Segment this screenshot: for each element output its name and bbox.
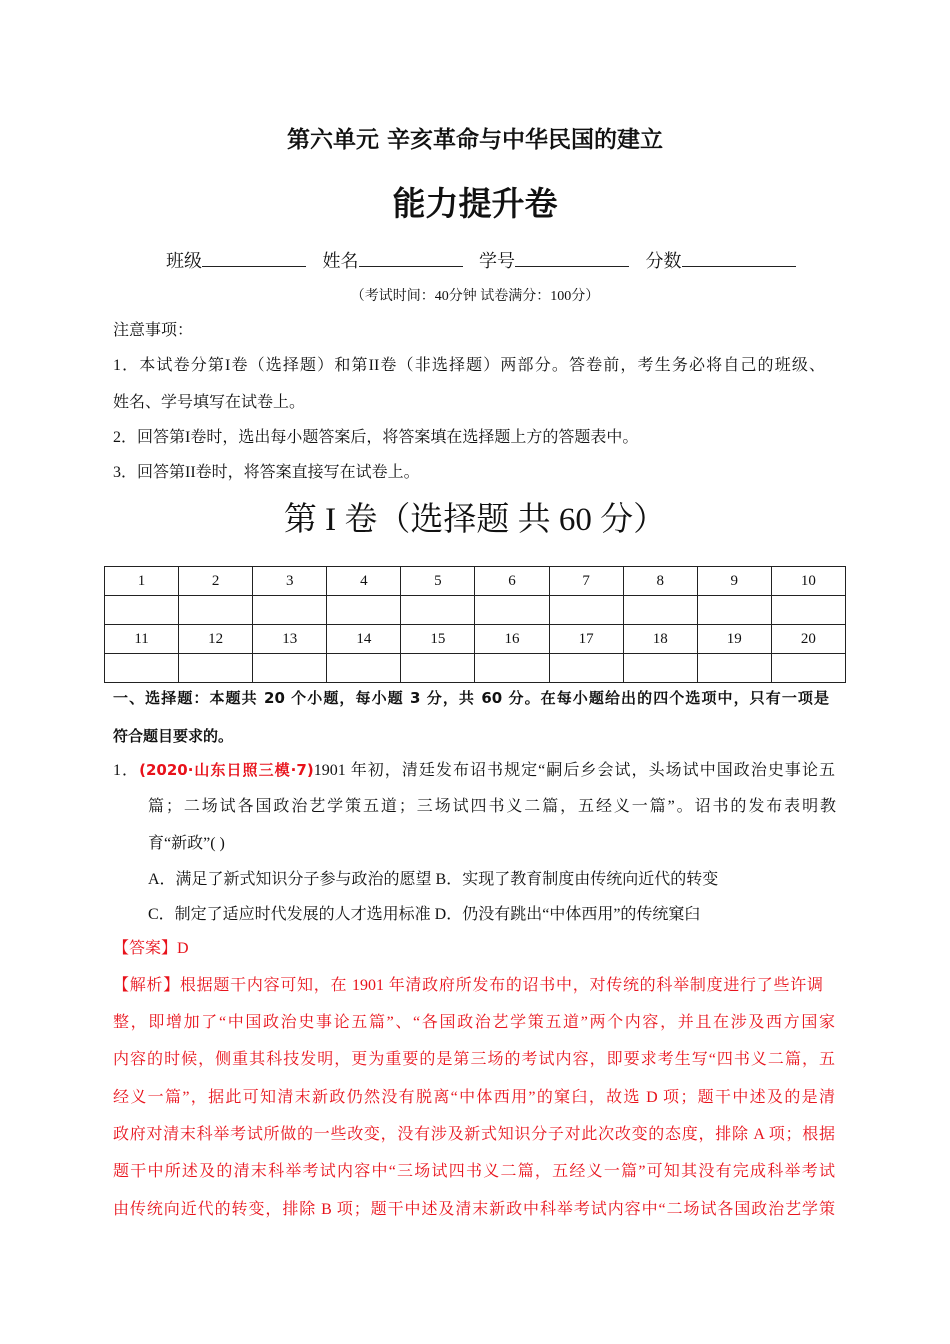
answer-cell[interactable] <box>697 596 771 625</box>
answer-cell[interactable] <box>105 654 179 683</box>
answer-cell[interactable] <box>623 596 697 625</box>
answer-cell[interactable] <box>401 596 475 625</box>
question-number-cell: 5 <box>401 567 475 596</box>
question-source: (2020·山东日照三模·7) <box>139 761 314 779</box>
answer-cell[interactable] <box>771 596 845 625</box>
question-number-cell: 13 <box>253 625 327 654</box>
instructions-line: 一、选择题：本题共 20 个小题，每小题 3 分，共 60 分。在每小题给出的四个选项中，只有一项是 <box>113 689 829 707</box>
answer-table <box>104 566 846 683</box>
answer-label: 【答案】D <box>113 940 189 957</box>
question-number-cell: 14 <box>327 625 401 654</box>
notes-heading: 注意事项： <box>113 322 194 339</box>
note-line: 1．本试卷分第I卷（选择题）和第II卷（非选择题）两部分。答卷前，考生务必将自己的班级、 <box>113 357 825 374</box>
question-number-cell: 10 <box>771 567 845 596</box>
answer-cell[interactable] <box>475 654 549 683</box>
analysis-line: 【解析】根据题干内容可知，在 1901 年清政府所发布的诏书中，对传统的科举制度进行了些许调 <box>113 977 823 994</box>
analysis-line: 由传统向近代的转变，排除 B 项；题干中述及清末新政中科举考试内容中“二场试各国政治艺学策 <box>113 1201 835 1218</box>
table-row <box>105 596 846 625</box>
question-1-line: 育“新政”( ) <box>148 835 225 852</box>
analysis-line: 政府对清末科举考试所做的一些改变，没有涉及新式知识分子对此次改变的态度，排除 A 项；根据 <box>113 1126 835 1143</box>
analysis-line: 整，即增加了“中国政治史事论五篇”、“各国政治艺学策五道”两个内容，并且在涉及西方国家 <box>113 1014 835 1031</box>
class-label: 班级 <box>166 251 202 271</box>
answer-cell[interactable] <box>105 596 179 625</box>
analysis-line: 内容的时候，侧重其科技发明，更为重要的是第三场的考试内容，即要求考生写“四书义二篇，五 <box>113 1051 835 1068</box>
answer-cell[interactable] <box>623 654 697 683</box>
question-number-cell: 17 <box>549 625 623 654</box>
question-number-cell: 8 <box>623 567 697 596</box>
question-number: 1． <box>113 762 140 779</box>
question-number-cell: 2 <box>179 567 253 596</box>
question-number-cell: 9 <box>697 567 771 596</box>
score-label: 分数 <box>645 251 682 271</box>
answer-cell[interactable] <box>327 654 401 683</box>
name-label: 姓名 <box>322 251 359 271</box>
table-row <box>105 654 846 683</box>
section-title: 第 I 卷（选择题 共 60 分） <box>283 502 667 538</box>
student-number-field[interactable] <box>479 250 629 272</box>
answer-cell[interactable] <box>549 654 623 683</box>
table-row <box>105 625 846 654</box>
answer-cell[interactable] <box>475 596 549 625</box>
exam-info: （考试时间：40分钟 试卷满分：100分） <box>350 289 600 304</box>
option-line-ab[interactable]: A．满足了新式知识分子参与政治的愿望 B．实现了教育制度由传统向近代的转变 <box>148 871 719 888</box>
analysis-line: 经义一篇”，据此可知清末新政仍然没有脱离“中体西用”的窠臼，故选 D 项；题干中述及的是清 <box>113 1089 835 1106</box>
student-number-label: 学号 <box>479 251 515 271</box>
note-line: 姓名、学号填写在试卷上。 <box>113 394 306 411</box>
answer-cell[interactable] <box>549 596 623 625</box>
unit-title: 第六单元 辛亥革命与中华民国的建立 <box>286 127 663 153</box>
answer-cell[interactable] <box>253 654 327 683</box>
answer-cell[interactable] <box>771 654 845 683</box>
class-field[interactable] <box>166 250 306 272</box>
student-info-fields <box>160 250 802 272</box>
paper-title: 能力提升卷 <box>392 184 558 223</box>
answer-cell[interactable] <box>697 654 771 683</box>
question-number-cell: 18 <box>623 625 697 654</box>
answer-cell[interactable] <box>327 596 401 625</box>
question-number-cell: 4 <box>327 567 401 596</box>
question-number-cell: 19 <box>697 625 771 654</box>
instructions-line: 符合题目要求的。 <box>113 727 234 745</box>
question-number-cell: 3 <box>253 567 327 596</box>
question-number-cell: 11 <box>105 625 179 654</box>
question-number-cell: 1 <box>105 567 179 596</box>
answer-cell[interactable] <box>179 654 253 683</box>
question-number-cell: 12 <box>179 625 253 654</box>
question-number-cell: 7 <box>549 567 623 596</box>
question-1-line: 篇；二场试各国政治艺学策五道；三场试四书义二篇，五经义一篇”。诏书的发布表明教 <box>148 798 836 815</box>
answer-cell[interactable] <box>253 596 327 625</box>
question-number-cell: 15 <box>401 625 475 654</box>
question-number-cell: 16 <box>475 625 549 654</box>
table-row <box>105 567 846 596</box>
analysis-line: 题干中所述及的清末科举考试内容中“三场试四书义二篇，五经义一篇”可知其没有完成科举考试 <box>113 1163 835 1180</box>
question-1-line <box>113 760 835 781</box>
score-field[interactable] <box>646 250 796 272</box>
note-line: 2．回答第I卷时，选出每小题答案后，将答案填在选择题上方的答题表中。 <box>113 429 639 446</box>
note-line: 3．回答第II卷时，将答案直接写在试卷上。 <box>113 464 420 481</box>
option-line-cd[interactable]: C．制定了适应时代发展的人才选用标准 D．仍没有跳出“中体西用”的传统窠臼 <box>148 906 701 923</box>
answer-cell[interactable] <box>401 654 475 683</box>
name-field[interactable] <box>323 250 463 272</box>
question-number-cell: 20 <box>771 625 845 654</box>
question-number-cell: 6 <box>475 567 549 596</box>
question-text: 1901 年初，清廷发布诏书规定“嗣后乡会试，头场试中国政治史事论五 <box>313 762 835 779</box>
answer-cell[interactable] <box>179 596 253 625</box>
